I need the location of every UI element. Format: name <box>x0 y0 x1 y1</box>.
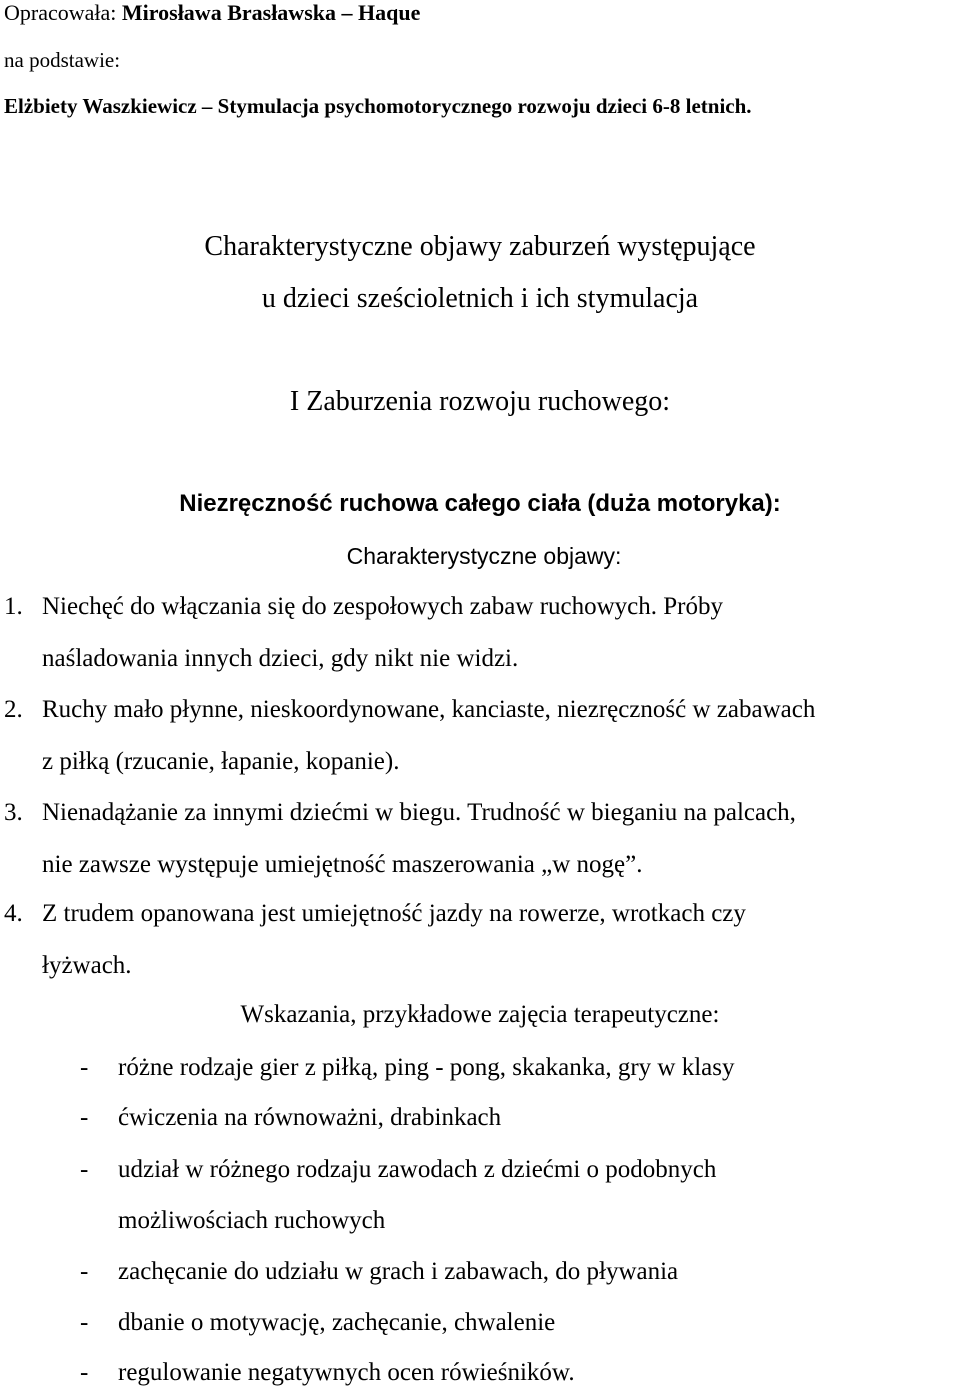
list-dash: - <box>80 1104 89 1131</box>
source-line: Elżbiety Waszkiewicz – Stymulacja psychomotorycznego rozwoju dzieci 6-8 letnich. <box>4 94 752 118</box>
symptom-text-line: nie zawsze występuje umiejętność maszerowania „w nogę”. <box>42 851 643 878</box>
subsection-heading: Niezręczność ruchowa całego ciała (duża motoryka): <box>179 490 781 517</box>
indications-label: Wskazania, przykładowe zajęcia terapeutyczne: <box>240 1001 720 1028</box>
list-dash: - <box>80 1258 89 1285</box>
symptom-number: 4. <box>4 900 23 927</box>
indication-text-line: zachęcanie do udziału w grach i zabawach, do pływania <box>118 1258 679 1285</box>
symptom-number: 3. <box>4 799 23 826</box>
symptom-text-line: Niechęć do włączania się do zespołowych zabaw ruchowych. Próby <box>42 593 723 620</box>
title-line-1: Charakterystyczne objawy zaburzeń występujące <box>204 231 756 262</box>
author-name: Mirosława Brasławska – Haque <box>121 0 421 25</box>
author-label: Opracowała: <box>4 0 117 25</box>
list-dash: - <box>80 1359 89 1386</box>
list-dash: - <box>80 1309 89 1336</box>
indication-text-line: ćwiczenia na równoważni, drabinkach <box>118 1104 502 1131</box>
symptom-text-line: naśladowania innych dzieci, gdy nikt nie widzi. <box>42 645 519 672</box>
symptom-number: 1. <box>4 593 23 620</box>
indication-text-line: regulowanie negatywnych ocen rówieśników. <box>118 1359 575 1386</box>
symptom-text-line: Nienadążanie za innymi dziećmi w biegu. Trudność w bieganiu na palcach, <box>42 799 796 826</box>
symptoms-label: Charakterystyczne objawy: <box>346 543 622 569</box>
section-heading: I Zaburzenia rozwoju ruchowego: <box>289 386 671 417</box>
indication-text-line: możliwościach ruchowych <box>118 1207 386 1234</box>
symptom-number: 2. <box>4 696 23 723</box>
list-dash: - <box>80 1054 89 1081</box>
title-line-2: u dzieci sześcioletnich i ich stymulacja <box>261 283 699 314</box>
symptom-text-line: łyżwach. <box>42 952 132 979</box>
symptom-text-line: z piłką (rzucanie, łapanie, kopanie). <box>42 748 400 775</box>
indication-text-line: różne rodzaje gier z piłką, ping - pong, skakanka, gry w klasy <box>118 1054 735 1081</box>
indication-text-line: udział w różnego rodzaju zawodach z dziećmi o podobnych <box>118 1156 717 1183</box>
basis-label: na podstawie: <box>4 48 121 72</box>
indication-text-line: dbanie o motywację, zachęcanie, chwalenie <box>118 1309 556 1336</box>
list-dash: - <box>80 1156 89 1183</box>
symptom-text-line: Z trudem opanowana jest umiejętność jazdy na rowerze, wrotkach czy <box>42 900 746 927</box>
author-line <box>4 2 420 24</box>
symptom-text-line: Ruchy mało płynne, nieskoordynowane, kanciaste, niezręczność w zabawach <box>42 696 816 723</box>
